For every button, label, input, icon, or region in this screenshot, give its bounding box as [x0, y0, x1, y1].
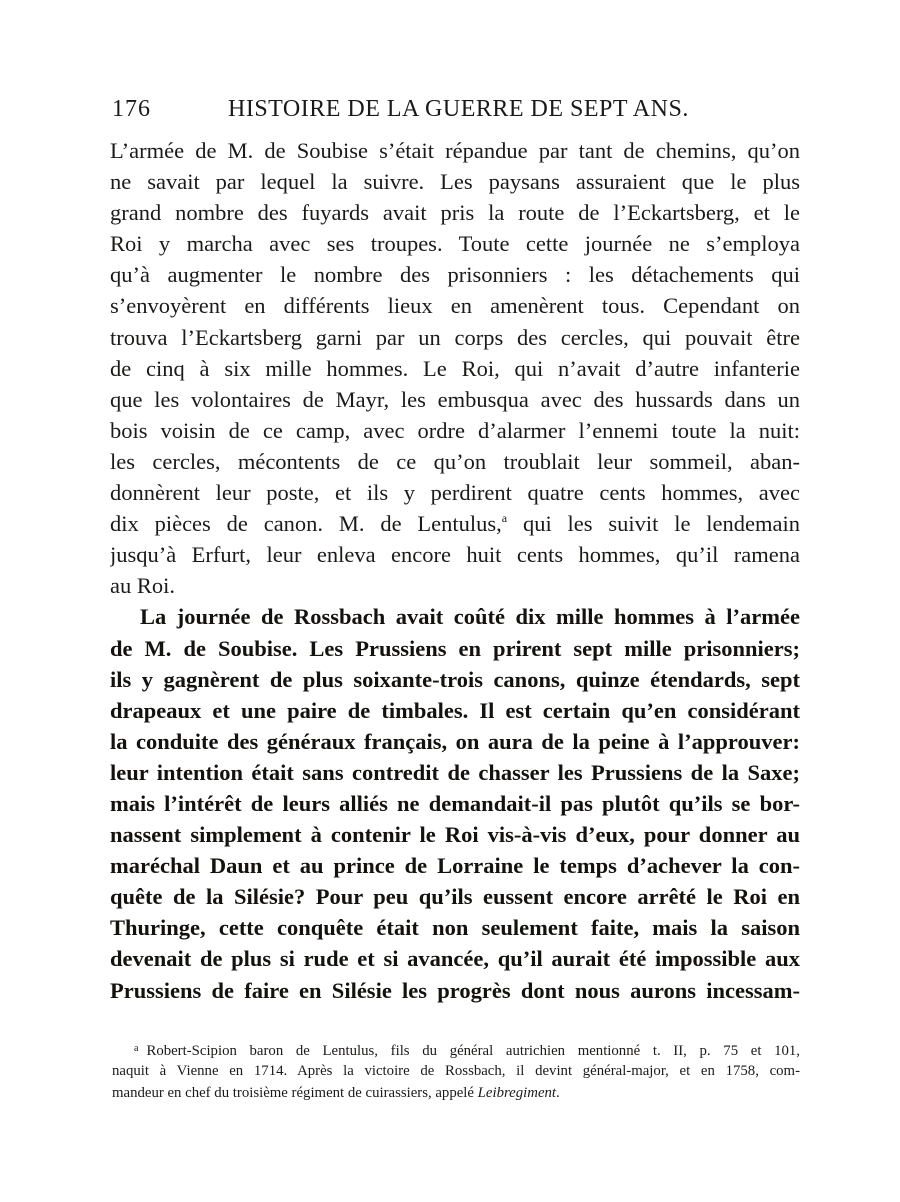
body-text: [110, 135, 800, 1006]
p2-line-11: Thuringe, cette conquête était non seulement faite, mais la saison: [110, 915, 800, 941]
p2-line-9: maréchal Daun et au prince de Lorraine le temps d’achever la con-: [110, 853, 800, 879]
p2-line-10: quête de la Silésie? Pour peu qu’ils eussent encore arrêté le Roi en: [110, 884, 800, 910]
p1-line-7: trouva l’Eckartsberg garni par un corps des cercles, qui pouvait être: [110, 324, 800, 350]
p1-line-12: donnèrent leur poste, et ils y perdirent quatre cents hommes, avec: [110, 480, 800, 506]
p2-line-2: de M. de Soubise. Les Prussiens en prirent sept mille prisonniers;: [110, 635, 800, 661]
p1-line-1: L’armée de M. de Soubise s’était répandue par tant de chemins, qu’on: [110, 138, 800, 163]
p2-line-7: mais l’intérêt de leurs alliés ne demandait-il pas plutôt qu’ils se bor-: [110, 790, 800, 816]
p1-line-10: bois voisin de ce camp, avec ordre d’alarmer l’ennemi toute la nuit:: [110, 417, 800, 443]
p2-line-12: devenait de plus si rude et si avancée, qu’il aurait été impossible aux: [110, 946, 800, 972]
p2-line-8: nassent simplement à contenir le Roi vis-à-vis d’eux, pour donner au: [110, 822, 800, 848]
p1-line-13: [110, 508, 800, 539]
running-head: [112, 92, 692, 126]
footnote-reference[interactable]: a: [501, 511, 508, 526]
p2-line-1: La journée de Rossbach avait coûté dix mille hommes à l’armée: [140, 604, 800, 630]
p1-line-9: que les volontaires de Mayr, les embusqua avec des hussards dans un: [110, 386, 800, 412]
footnote-marker: a: [134, 1043, 139, 1054]
running-title: HISTOIRE DE LA GUERRE DE SEPT ANS.: [228, 96, 689, 122]
p1-line-11: les cercles, mécontents de ce qu’on troublait leur sommeil, aban-: [110, 448, 800, 474]
p2-line-5: la conduite des généraux français, on aura de la peine à l’approuver:: [110, 728, 800, 754]
p1-line-6: s’envoyèrent en différents lieux en amenèrent tous. Cependant on: [110, 293, 800, 319]
p1-line-13-tail: qui les suivit le lendemain: [522, 511, 800, 537]
regiment-name: Leibregiment: [477, 1085, 557, 1101]
p2-line-4: drapeaux et une paire de timbales. Il est certain qu’en considérant: [110, 697, 800, 723]
p2-line-3: ils y gagnèrent de plus soixante-trois canons, quinze étendards, sept: [110, 666, 800, 692]
page-number: 176: [112, 96, 151, 122]
p1-line-5: qu’à augmenter le nombre des prisonniers : les détachements qui: [110, 262, 800, 288]
p1-line-2: ne savait par lequel la suivre. Les paysans assuraient que le plus: [110, 169, 800, 195]
p2-line-6: leur intention était sans contredit de chasser les Prussiens de la Saxe;: [110, 759, 800, 785]
p1-line-8: de cinq à six mille hommes. Le Roi, qui n’avait d’autre infanterie: [110, 355, 800, 381]
footnote-line-1: [112, 1038, 800, 1060]
footnote-line-3: [112, 1082, 800, 1104]
p1-line-3: grand nombre des fuyards avait pris la route de l’Eckartsberg, et le: [110, 200, 800, 226]
footnote-line-1-text: Robert-Scipion baron de Lentulus, fils du général autrichien mentionné t. II, p. 75 et 101,: [146, 1043, 800, 1059]
footnote: [112, 1038, 800, 1104]
p1-line-15: au Roi.: [110, 573, 175, 599]
footnote-line-3-prefix: mandeur en chef du troisième régiment de cuirassiers, appelé: [112, 1085, 474, 1101]
p2-line-13: Prussiens de faire en Silésie les progrès dont nous aurons incessam-: [110, 977, 800, 1003]
footnote-line-3-suffix: .: [556, 1085, 560, 1101]
p1-line-13-head: dix pièces de canon. M. de Lentulus,: [110, 511, 502, 537]
footnote-line-2: naquit à Vienne en 1714. Après la victoire de Rossbach, il devint général-major, et en 1758, com-: [112, 1063, 800, 1079]
p1-line-4: Roi y marcha avec ses troupes. Toute cette journée ne s’employa: [110, 231, 800, 257]
p1-line-14: jusqu’à Erfurt, leur enleva encore huit cents hommes, qu’il ramena: [110, 542, 800, 568]
